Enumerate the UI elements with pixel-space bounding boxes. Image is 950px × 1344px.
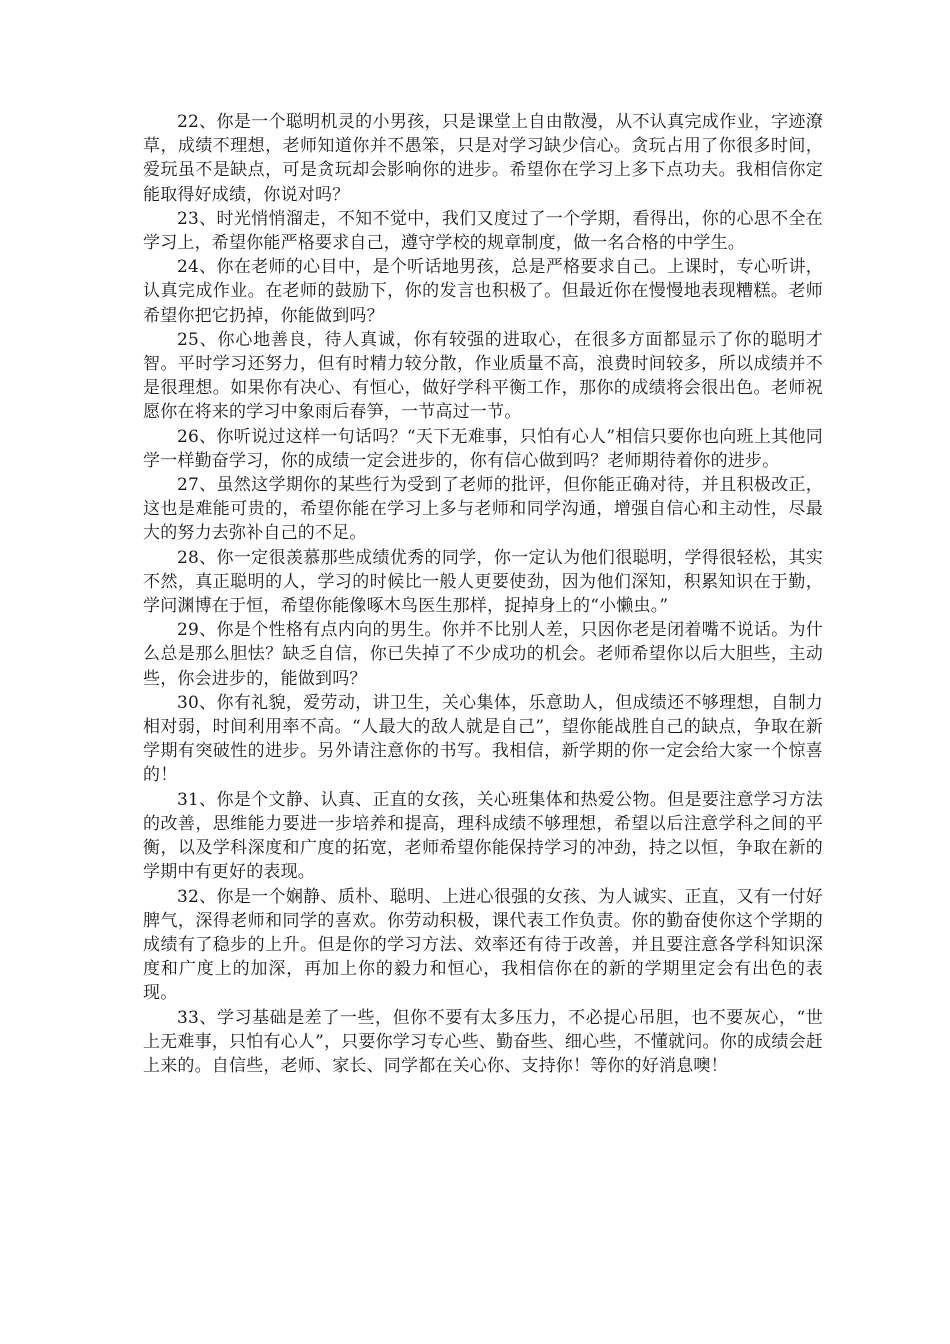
comment-paragraph-32: 32、你是一个娴静、质朴、聪明、上进心很强的女孩、为人诚实、正直，又有一付好脾气，深得老师和同学的喜欢。你劳动积极，课代表工作负责。你的勤奋使你这个学期的成绩有了稳步的上升。但是你的学习方法、效率还有待于改善，并且要注意各学科知识深度和广度上的加深，再加上你的毅力和恒心，我相信你在的新的学期里定会有出色的表现。 bbox=[143, 886, 823, 1004]
comment-paragraph-33: 33、学习基础是差了一些，但你不要有太多压力，不必提心吊胆，也不要灰心，“世上无难事，只怕有心人”，只要你学习专心些、勤奋些、细心些，不懂就问。你的成绩会赶上来的。自信些，老师、家长、同学都在关心你、支持你！等你的好消息噢！ bbox=[143, 1007, 823, 1076]
comment-paragraph-24: 24、你在老师的心目中，是个听话地男孩，总是严格要求自己。上课时，专心听讲，认真完成作业。在老师的鼓励下，你的发言也积极了。但最近你在慢慢地表现糟糕。老师希望你把它扔掉，你能做到吗？ bbox=[143, 257, 823, 326]
comment-paragraph-25: 25、你心地善良，待人真诚，你有较强的进取心，在很多方面都显示了你的聪明才智。平时学习还努力，但有时精力较分散，作业质量不高，浪费时间较多，所以成绩并不是很理想。如果你有决心、有恒心，做好学科平衡工作，那你的成绩将会很出色。老师祝愿你在将来的学习中象雨后春笋，一节高过一节。 bbox=[143, 329, 823, 423]
comment-paragraph-27: 27、虽然这学期你的某些行为受到了老师的批评，但你能正确对待，并且积极改正，这也是难能可贵的，希望你能在学习上多与老师和同学沟通，增强自信心和主动性，尽最大的努力去弥补自己的不足。 bbox=[143, 475, 823, 544]
comment-paragraph-23: 23、时光悄悄溜走，不知不觉中，我们又度过了一个学期，看得出，你的心思不全在学习上，希望你能严格要求自己，遵守学校的规章制度，做一名合格的中学生。 bbox=[143, 208, 823, 254]
comment-paragraph-30: 30、你有礼貌，爱劳动，讲卫生，关心集体，乐意助人，但成绩还不够理想，自制力相对弱，时间利用率不高。“人最大的敌人就是自己”，望你能战胜自己的缺点，争取在新学期有突破性的进步。另外请注意你的书写。我相信，新学期的你一定会给大家一个惊喜的！ bbox=[143, 692, 823, 786]
comment-paragraph-26: 26、你听说过这样一句话吗？“天下无难事，只怕有心人”相信只要你也向班上其他同学一样勤奋学习，你的成绩一定会进步的，你有信心做到吗？老师期待着你的进步。 bbox=[143, 426, 823, 471]
document-body bbox=[143, 110, 823, 1078]
comment-paragraph-28: 28、你一定很羡慕那些成绩优秀的同学，你一定认为他们很聪明，学得很轻松，其实不然，真正聪明的人，学习的时候比一般人更要使劲，因为他们深知，积累知识在于勤，学问渊博在于恒，希望你能像啄木鸟医生那样，捉掉身上的“小懒虫。” bbox=[143, 547, 823, 617]
comment-paragraph-22: 22、你是一个聪明机灵的小男孩，只是课堂上自由散漫，从不认真完成作业，字迹潦草，成绩不理想，老师知道你并不愚笨，只是对学习缺少信心。贪玩占用了你很多时间，爱玩虽不是缺点，可是贪玩却会影响你的进步。希望你在学习上多下点功夫。我相信你定能取得好成绩，你说对吗？ bbox=[143, 112, 823, 205]
comment-paragraph-29: 29、你是个性格有点内向的男生。你并不比别人差，只因你老是闭着嘴不说话。为什么总是那么胆怯？缺乏自信，你已失掉了不少成功的机会。老师希望你以后大胆些，主动些，你会进步的，能做到吗？ bbox=[143, 620, 823, 689]
comment-paragraph-31: 31、你是个文静、认真、正直的女孩，关心班集体和热爱公物。但是要注意学习方法的改善，思维能力要进一步培养和提高，理科成绩不够理想，希望以后注意学科之间的平衡，以及学科深度和广度的拓宽，老师希望你能保持学习的冲劲，持之以恒，争取在新的学期中有更好的表现。 bbox=[143, 789, 823, 883]
